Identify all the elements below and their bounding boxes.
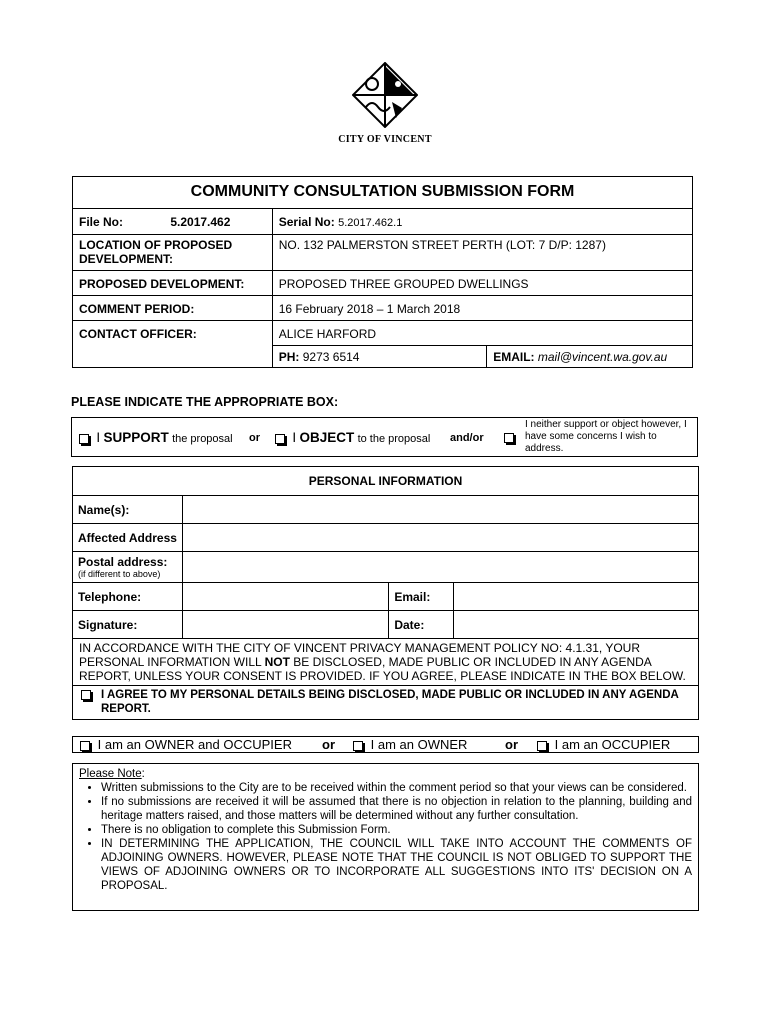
city-of-vincent-logo — [352, 62, 418, 128]
support-label: SUPPORT — [103, 430, 169, 445]
support-checkbox[interactable] — [79, 434, 89, 444]
phone — [272, 346, 486, 368]
owner-occupier-checkbox[interactable] — [80, 741, 90, 751]
andor-text: and/or — [450, 432, 484, 444]
personal-info-title: PERSONAL INFORMATION — [73, 467, 699, 496]
contact-officer-value: ALICE HARFORD — [272, 321, 692, 346]
email-field[interactable] — [454, 583, 699, 611]
development-label: PROPOSED DEVELOPMENT: — [73, 271, 273, 296]
postal-address-label: Postal address: — [78, 555, 168, 569]
or-text: or — [505, 737, 518, 752]
or-text: or — [249, 432, 260, 444]
signature-label: Signature: — [73, 611, 183, 639]
email-value: mail@vincent.wa.gov.au — [537, 350, 668, 364]
note-item: • There is no obligation to complete this Submission Form. — [101, 823, 692, 837]
phone-label: PH: — [278, 350, 300, 364]
owner-occupier-option[interactable]: I am an OWNER and OCCUPIER — [80, 737, 292, 752]
position-choice-box — [71, 417, 698, 457]
serial-number-label: Serial No: — [278, 215, 335, 229]
location-label: LOCATION OF PROPOSED DEVELOPMENT: — [73, 235, 273, 271]
postal-address-field[interactable] — [182, 552, 698, 583]
or-text: or — [322, 737, 335, 752]
note-item: • If no submissions are received it will be assumed that there is no objection in relation to the planning, building and heritage matters raised, and those matters will be determined without any further consultation. — [101, 795, 692, 823]
email-field-label: Email: — [389, 583, 454, 611]
consent-label: I AGREE TO MY PERSONAL DETAILS BEING DISCLOSED, MADE PUBLIC OR INCLUDED IN ANY AGENDA REPORT. — [101, 689, 679, 715]
file-number — [73, 209, 273, 235]
comment-period-value: 16 February 2018 – 1 March 2018 — [272, 296, 692, 321]
postal-address-note: (if different to above) — [78, 569, 161, 579]
note-list — [79, 781, 692, 893]
please-note-heading: Please Note: — [79, 768, 145, 780]
telephone-label: Telephone: — [73, 583, 183, 611]
names-label: Name(s): — [73, 496, 183, 524]
owner-option[interactable]: I am an OWNER — [353, 737, 467, 752]
object-option[interactable]: I OBJECT to the proposal — [275, 430, 430, 445]
postal-address-label-cell — [73, 552, 183, 583]
neither-checkbox[interactable] — [504, 433, 514, 443]
personal-information-table — [72, 466, 699, 720]
development-value: PROPOSED THREE GROUPED DWELLINGS — [272, 271, 692, 296]
file-number-value: 5.2017.462 — [170, 215, 231, 229]
support-option[interactable]: I SUPPORT the proposal — [79, 430, 233, 445]
comment-period-label: COMMENT PERIOD: — [73, 296, 273, 321]
date-label: Date: — [389, 611, 454, 639]
contact-officer-label: CONTACT OFFICER: — [73, 321, 273, 368]
object-label: OBJECT — [299, 430, 355, 445]
occupancy-choice-box — [72, 736, 699, 753]
email — [487, 346, 693, 368]
please-note-box — [72, 763, 699, 911]
occupier-checkbox[interactable] — [537, 741, 547, 751]
consent-checkbox[interactable] — [81, 690, 91, 700]
serial-number-value: 5.2017.462.1 — [338, 217, 403, 229]
serial-number — [272, 209, 692, 235]
indicate-heading: PLEASE INDICATE THE APPROPRIATE BOX: — [71, 395, 339, 409]
note-item: • IN DETERMINING THE APPLICATION, THE COUNCIL WILL TAKE INTO ACCOUNT THE COMMENTS OF ADJOINING OWNERS. HOWEVER, PLEASE NOTE THAT THE COUNCIL IS NOT OBLIGED TO SUPPORT THE VIEWS OF ADJOINING OWNERS OR TO INCORPORATE ALL SUGGESTIONS INTO ITS' DECISION ON A PROPOSAL. — [101, 837, 692, 893]
location-value: NO. 132 PALMERSTON STREET PERTH (LOT: 7 D/P: 1287) — [272, 235, 692, 271]
affected-address-field[interactable] — [182, 524, 698, 552]
telephone-field[interactable] — [182, 583, 388, 611]
note-item: • Written submissions to the City are to be received within the comment period so that your views can be considered. — [101, 781, 692, 795]
names-field[interactable] — [182, 496, 698, 524]
occupier-option[interactable]: I am an OCCUPIER — [537, 737, 670, 752]
date-field[interactable] — [454, 611, 699, 639]
form-title: COMMUNITY CONSULTATION SUBMISSION FORM — [73, 177, 693, 209]
consultation-details-table — [72, 176, 693, 368]
privacy-notice: IN ACCORDANCE WITH THE CITY OF VINCENT PRIVACY MANAGEMENT POLICY NO: 4.1.31, YOUR PERSONAL INFORMATION WILL NOT BE DISCLOSED, MADE PUBLIC OR INCLUDED IN ANY AGENDA REPORT, UNLESS YOUR CONSENT IS PROVIDED. IF YOU AGREE, PLEASE INDICATE IN THE BOX BELOW. — [73, 639, 699, 686]
consent-option[interactable] — [73, 686, 699, 720]
email-label: EMAIL: — [493, 350, 535, 364]
phone-value: 9273 6514 — [302, 350, 360, 364]
affected-address-label: Affected Address — [73, 524, 183, 552]
neither-label: I neither support or object however, I have some concerns I wish to address. — [525, 419, 687, 454]
organization-name: CITY OF VINCENT — [338, 134, 432, 145]
file-number-label: File No: — [79, 215, 123, 229]
signature-field[interactable] — [182, 611, 388, 639]
owner-checkbox[interactable] — [353, 741, 363, 751]
object-checkbox[interactable] — [275, 434, 285, 444]
